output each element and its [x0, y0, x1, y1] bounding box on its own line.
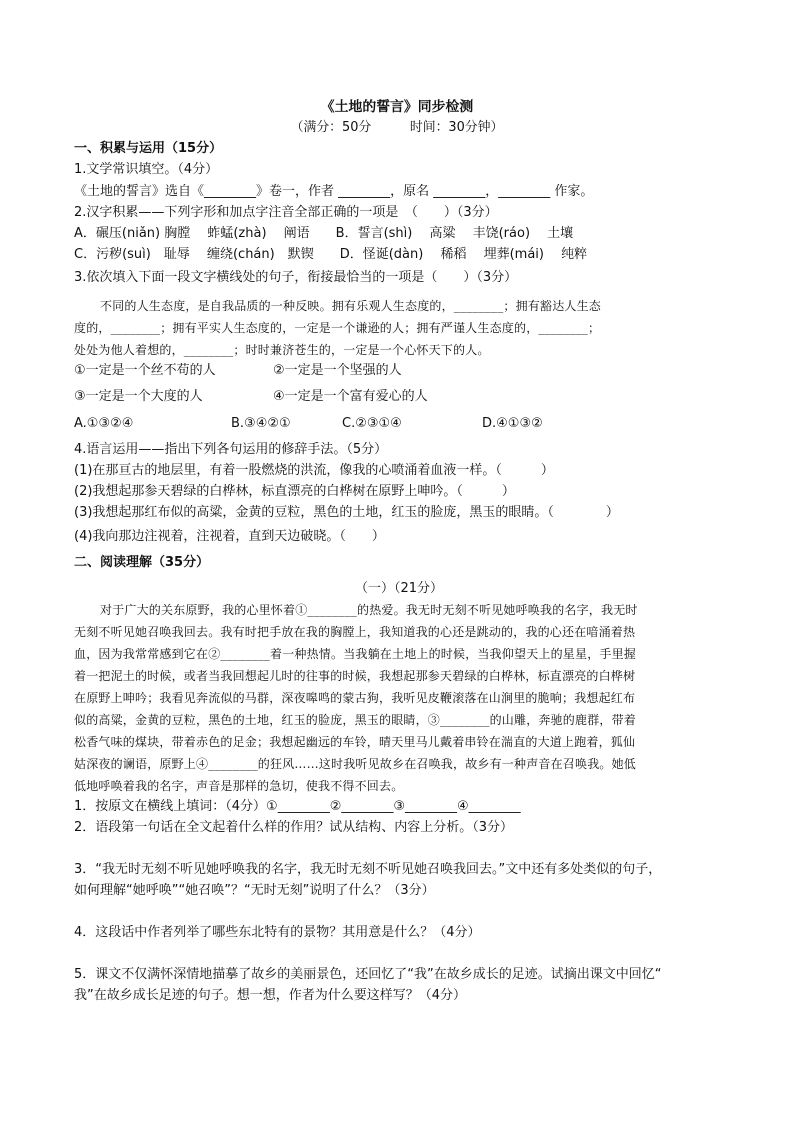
reading-question-1: 1．按原文在横线上填词：（4分）①________②________③________④________: [74, 799, 521, 814]
question-4-item-1: (1)在那亘古的地层里，有着一股燃烧的洪流，像我的心喷涌着血液一样。（ ）: [74, 463, 554, 478]
question-1: 1.文学常识填空。（4分）: [74, 162, 219, 177]
reading-passage-line: 着一把泥土的时候，或者当我回想起儿时的往事的时候，我想起那参天碧绿的白桦林，标直漂亮的白桦树: [74, 669, 636, 683]
question-3-item-3: ③一定是一个大度的人: [74, 389, 203, 404]
reading-passage-line: 似的高粱，金黄的豆粒，黑色的土地，红玉的脸庞，黑玉的眼睛，③________的山雕，奔驰的鹿群，带着: [74, 713, 637, 727]
reading-passage-line: 血，因为我常常感到它在②________着一种热情。当我躺在土地上的时候，当我仰望天上的星星，手里握: [74, 647, 637, 661]
reading-passage-line: 在原野上呻吟；我看见奔流似的马群，深夜嗥鸣的蒙古狗，我听见皮鞭滚落在山涧里的脆响；我想起红布: [74, 691, 636, 705]
question-3-passage-line: 处处为他人着想的，________；时时兼济苍生的，一定是一个心怀天下的人。: [74, 343, 490, 357]
reading-question-2: 2．语段第一句话在全文起着什么样的作用？试从结构、内容上分析。（3分）: [74, 820, 514, 835]
reading-question-5-line-1: 5．课文不仅满怀深情地描摹了故乡的美丽景色，还回忆了“我”在故乡成长的足迹。试摘出课文中回忆“: [74, 967, 662, 982]
reading-question-3-line-2: 如何理解“她呼唤”“她召唤”？“无时无刻”说明了什么？（3分）: [74, 883, 435, 898]
question-1-body: 《土地的誓言》选自《________》卷一，作者 ________，原名 ________，________ 作家。: [74, 184, 594, 199]
question-3: 3.依次填入下面一段文字横线处的句子，衔接最恰当的一项是（ ）（3分）: [74, 270, 518, 285]
section-heading-2: 二、阅读理解（35分）: [74, 555, 210, 570]
question-3-answer-d: D.④①③②: [482, 416, 543, 431]
reading-passage-line: 松香气味的煤块，带着赤色的足金；我想起幽远的车铃，晴天里马儿戴着串铃在湍直的大道上跑着，狐仙: [74, 735, 636, 749]
question-2-option-cd: C．污秽(suì) 耻辱 缠绕(chán) 默锲 D．怪诞(dàn) 稀稻 埋葬(mái) 纯粹: [74, 247, 588, 262]
question-3-passage-line: 度的，________；拥有平实人生态度的，一定是一个谦逊的人；拥有严谨人生态度的，________；: [74, 321, 601, 335]
reading-passage-line: 对于广大的关东原野，我的心里怀着①________的热爱。我无时无刻不听见她呼唤我的名字，我无时: [100, 603, 638, 617]
reading-passage-line: 无刻不听见她召唤我回去。我有时把手放在我的胸膛上，我知道我的心还是跳动的，我的心还在喑涌着热: [74, 625, 636, 639]
question-3-item-2: ②一定是一个坚强的人: [273, 363, 402, 378]
question-2: 2.汉字积累——下列字形和加点字注音全部正确的一项是 （ ）（3分）: [74, 205, 498, 220]
page-subtitle: （满分：50分 时间：30分钟）: [290, 120, 504, 135]
question-3-answer-a: A.①③②④: [74, 416, 134, 431]
question-3-answer-b: B.③④②①: [231, 416, 291, 431]
question-4-item-4: (4)我向那边注视着，注视着，直到天边破晓。（ ）: [74, 529, 385, 544]
reading-part-1-heading: （一）（21分）: [355, 581, 444, 596]
question-2-option-ab: A．碾压(niǎn) 胸膛 蚱蜢(zhà) 阐语 B．誓言(shì) 高粱 丰饶(ráo) 土壤: [74, 226, 574, 241]
section-heading-1: 一、积累与运用（15分）: [74, 141, 223, 156]
question-3-item-1: ①一定是一个丝不苟的人: [74, 363, 216, 378]
question-3-answer-c: C.②③①④: [342, 416, 402, 431]
reading-question-3-line-1: 3．“我无时无刻不听见她呼唤我的名字，我无时无刻不听见她召唤我回去。”文中还有多处类似的句子，: [74, 862, 662, 877]
page-title: 《土地的誓言》同步检测: [320, 99, 474, 115]
reading-question-4: 4．这段话中作者列举了哪些东北特有的景物？其用意是什么？（4分）: [74, 925, 481, 940]
question-3-item-4: ④一定是一个富有爱心的人: [273, 389, 428, 404]
question-4-item-2: (2)我想起那参天碧绿的白桦林，标直漂亮的白桦树在原野上呻吟。（ ）: [74, 484, 515, 499]
reading-passage-line: 姑深夜的谰语，原野上④________的狂风……这时我听见故乡在召唤我，故乡有一种声音在召唤我。她低: [74, 757, 637, 771]
reading-question-5-line-2: 我”在故乡成长足迹的句子。想一想，作者为什么要这样写？（4分）: [74, 988, 467, 1003]
question-4: 4.语言运用——指出下列各句运用的修辞手法。（5分）: [74, 442, 388, 457]
question-4-item-3: (3)我想起那红布似的高粱，金黄的豆粒，黑色的土地，红玉的脸庞，黑玉的眼睛。（ ）: [74, 505, 619, 520]
question-3-passage-line: 不同的人生态度，是自我品质的一种反映。拥有乐观人生态度的，________；拥有豁达人生态: [100, 299, 602, 313]
reading-passage-line: 低地呼唤着我的名字，声音是那样的急切，使我不得不回去。: [74, 779, 404, 793]
